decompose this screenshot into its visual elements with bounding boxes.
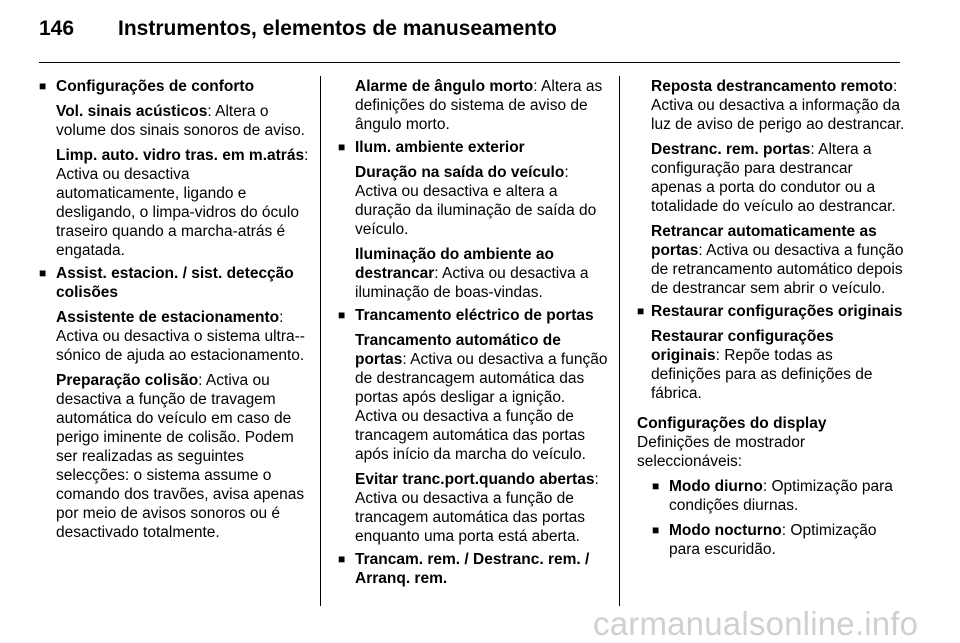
- header-rule: [39, 62, 900, 63]
- definition-text: : Altera as definições do sistema de aviso de ângulo morto.: [355, 78, 603, 133]
- bullet-icon: ■: [652, 523, 660, 537]
- definition-term: Modo diurno: [669, 478, 763, 495]
- section-heading: Trancamento eléctrico de portas: [355, 307, 594, 324]
- bullet-icon: ■: [338, 140, 346, 154]
- continued-item: [338, 77, 608, 134]
- definition-text: : Activa ou desactiva a função de travagem automática do veículo em caso de perigo iminente de colisão. Podem ser realizadas as seguintes selecções: o sistema assume o comando dos travões, avisa apenas por meio de avisos sonoros ou é desactivado totalmente.: [56, 372, 305, 541]
- display-option-night: [637, 521, 905, 559]
- definition-text: : Optimização para escuridão.: [669, 522, 877, 558]
- continued-items: [637, 77, 905, 298]
- definition-term: Preparação colisão: [56, 372, 199, 389]
- definition-item: [56, 102, 309, 140]
- definition-text: : Activa ou desactiva e altera a duração da iluminação de saída do veículo.: [355, 164, 597, 238]
- column-divider-2: [619, 76, 620, 606]
- comfort-settings-section: [39, 77, 309, 260]
- definition-text: : Repõe todas as definições para as definições de fábrica.: [651, 347, 873, 402]
- definition-text: : Activa ou desactiva o sistema ultra--sónico de ajuda ao estacionamento.: [56, 309, 305, 364]
- definition-term: Limp. auto. vidro tras. em m.atrás: [56, 147, 305, 164]
- definition-term: Modo nocturno: [669, 522, 782, 539]
- definition-item: [355, 245, 608, 302]
- page-number: 146: [39, 17, 75, 40]
- exterior-lighting-section: [338, 138, 608, 302]
- section-heading: Ilum. ambiente exterior: [355, 139, 525, 156]
- section-heading: Restaurar configurações originais: [651, 303, 903, 320]
- bullet-icon: ■: [338, 552, 346, 566]
- definition-item: [355, 470, 608, 546]
- definition-item: [651, 327, 905, 403]
- bullet-icon: ■: [652, 479, 660, 493]
- definition-text: : Activa ou desactiva a informação da luz de aviso de perigo ao destrancar.: [651, 78, 905, 133]
- definition-term: Restaurar configurações originais: [651, 328, 834, 364]
- column-divider-1: [320, 76, 321, 606]
- definition-item: [355, 163, 608, 239]
- definition-term: Assistente de estacionamento: [56, 309, 280, 326]
- definition-text: : Activa ou desactiva a função de retrancamento automático depois de destrancar sem abrir o veículo.: [651, 242, 904, 297]
- definition-term: Vol. sinais acústicos: [56, 103, 208, 120]
- definition-item: [355, 331, 608, 464]
- column-1: [39, 77, 309, 546]
- parking-assist-section: [39, 264, 309, 542]
- watermark: carmanualsonline.info: [593, 605, 919, 642]
- definition-term: Trancamento automático de portas: [355, 332, 561, 368]
- definition-text: : Activa ou desactiva automaticamente, ligando e desligando, o limpa-vidros do óculo traseiro quando a marcha-atrás é engatada.: [56, 147, 309, 259]
- bullet-icon: ■: [39, 79, 47, 93]
- chapter-title: Instrumentos, elementos de manuseamento: [118, 17, 557, 40]
- definition-text: : Activa ou desactiva a iluminação de boas-vindas.: [355, 265, 589, 301]
- definition-item: [355, 77, 608, 134]
- column-3: [637, 77, 905, 559]
- column-2: [338, 77, 608, 592]
- definition-item: [651, 140, 905, 216]
- bullet-icon: ■: [39, 266, 47, 280]
- remote-section: [338, 550, 608, 588]
- definition-term: Duração na saída do veículo: [355, 164, 565, 181]
- definition-item: [56, 308, 309, 365]
- definition-item: [651, 77, 905, 134]
- definition-text: : Altera a configuração para destrancar apenas a porta do condutor ou a totalidade do veículo ao destrancar.: [651, 141, 896, 215]
- definition-term: Evitar tranc.port.quando abertas: [355, 471, 595, 488]
- display-option-day: [637, 477, 905, 515]
- definition-item: [56, 371, 309, 542]
- definition-term: Retrancar automaticamente as portas: [651, 223, 877, 259]
- definition-text: : Activa ou desactiva a função de trancagem automática das portas enquanto uma porta está aberta.: [355, 471, 599, 545]
- door-locking-section: [338, 306, 608, 546]
- definition-item: [651, 222, 905, 298]
- definition-term: Reposta destrancamento remoto: [651, 78, 894, 95]
- display-settings-intro: Definições de mostrador seleccionáveis:: [637, 434, 805, 470]
- section-heading: Trancam. rem. / Destranc. rem. / Arranq. rem.: [355, 551, 590, 587]
- display-settings-heading: Configurações do display: [637, 415, 827, 432]
- definition-text: : Altera o volume dos sinais sonoros de aviso.: [56, 103, 305, 139]
- definition-text: : Activa ou desactiva a função de destrancagem automática das portas após desligar a ignição. Activa ou desactiva a função de trancagem automática das portas após início da marcha do veículo.: [355, 351, 608, 463]
- definition-term: Iluminação do ambiente ao destrancar: [355, 246, 554, 282]
- restore-defaults-section: [637, 302, 905, 403]
- bullet-icon: ■: [637, 304, 645, 318]
- definition-term: Alarme de ângulo morto: [355, 78, 534, 95]
- section-heading: Assist. estacion. / sist. detecção colisões: [56, 265, 294, 301]
- definition-term: Destranc. rem. portas: [651, 141, 811, 158]
- definition-text: : Optimização para condições diurnas.: [669, 478, 893, 514]
- section-heading: Configurações de conforto: [56, 78, 255, 95]
- bullet-icon: ■: [338, 308, 346, 322]
- definition-item: [56, 146, 309, 260]
